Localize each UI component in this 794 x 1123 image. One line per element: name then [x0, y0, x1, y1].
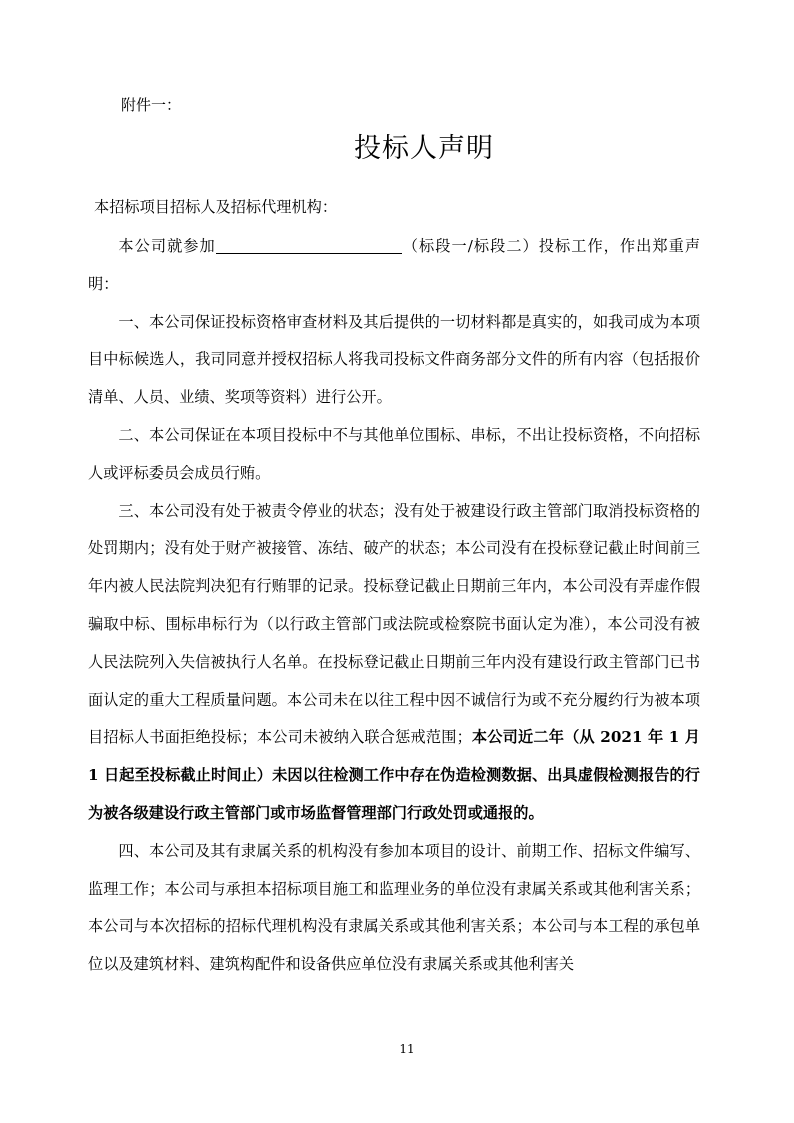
page-number: 11 [399, 1042, 415, 1056]
intro-paragraph [88, 228, 700, 304]
annex-label: 附件一： [121, 96, 182, 114]
clause-3 [88, 493, 700, 833]
clause-3-text: 三、本公司没有处于被责令停业的状态；没有处于被建设行政主管部门取消投标资格的处罚期内；没有处于财产被接管、冻结、破产的状态；本公司没有在投标登记截止时间前三年内被人民法院判决犯有行贿罪的记录。投标登记截止日期前三年内，本公司没有弄虚作假骗取中标、围标串标行为（以行政主管部门或法院或检察院书面认定为准），本公司没有被人民法院列入失信被执行人名单。在投标登记截止日期前三年内没有建设行政主管部门已书面认定的重大工程质量问题。本公司未在以往工程中因不诚信行为或不充分履约行为被本项目招标人书面拒绝投标；本公司未被纳入联合惩戒范围； [88, 501, 700, 747]
addressee-line: 本招标项目招标人及招标代理机构： [94, 198, 337, 216]
clause-3-bold-text: 本公司近二年（从 2021 年 1 月 1 日起至投标截止时间止）未因以往检测工作中存在伪造检测数据、出具虚假检测报告的行为被各级建设行政主管部门或市场监督管理部门行政处罚或通报的。 [88, 728, 700, 822]
intro-after-blank: （标段一/标段二）投标工作，作出郑重声明： [88, 237, 701, 293]
page-title: 投标人声明 [354, 133, 494, 164]
clause-4: 四、本公司及其有隶属关系的机构没有参加本项目的设计、前期工作、招标文件编写、监理工作；本公司与承担本招标项目施工和监理业务的单位没有隶属关系或其他利害关系；本公司与本次招标的招标代理机构没有隶属关系或其他利害关系；本公司与本工程的承包单位以及建筑材料、建筑构配件和设备供应单位没有隶属关系或其他利害关 [88, 841, 700, 974]
intro-before-blank: 本公司就参加 [118, 237, 216, 255]
clause-2: 二、本公司保证在本项目投标中不与其他单位围标、串标，不出让投标资格，不向招标人或评标委员会成员行贿。 [88, 425, 700, 482]
declaration-body [88, 228, 700, 984]
project-name-blank[interactable] [216, 237, 402, 254]
clause-1: 一、本公司保证投标资格审查材料及其后提供的一切材料都是真实的，如我司成为本项目中标候选人，我司同意并授权招标人将我司投标文件商务部分文件的所有内容（包括报价清单、人员、业绩、奖项等资料）进行公开。 [88, 312, 700, 407]
